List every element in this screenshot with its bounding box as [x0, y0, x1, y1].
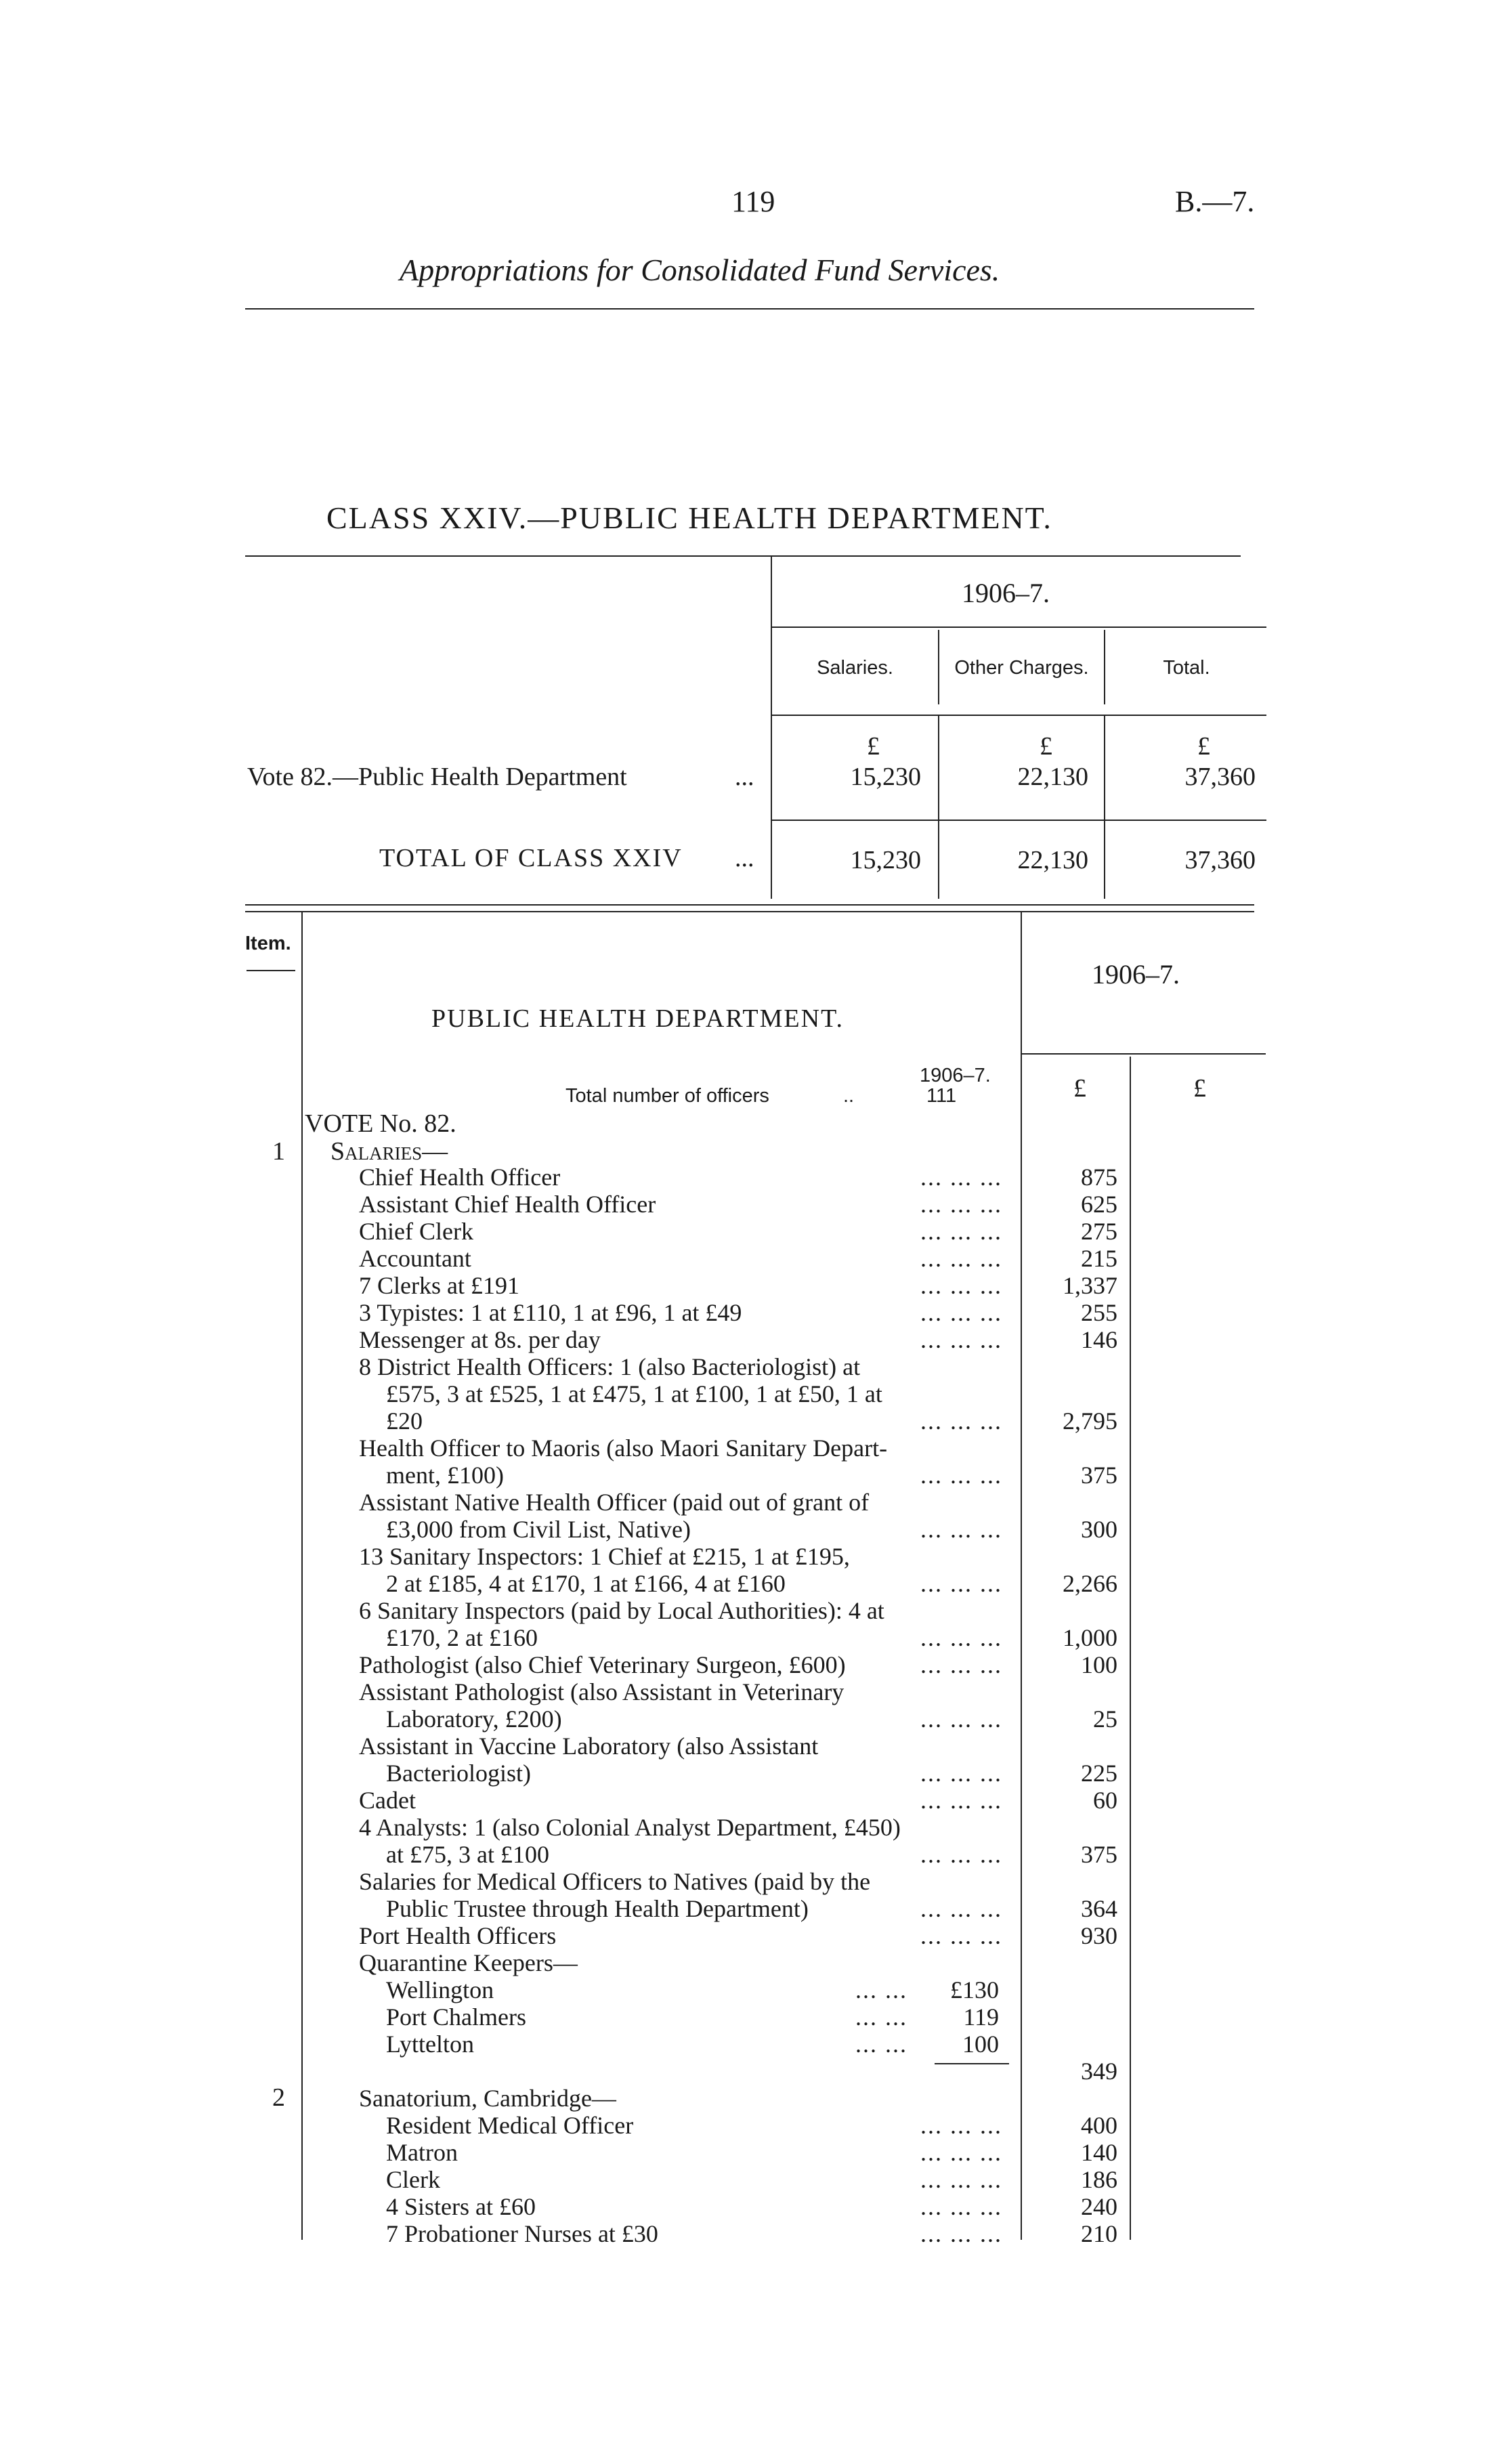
detail-line: [359, 1380, 1009, 1407]
detail-amount: [1029, 1489, 1117, 1516]
detail-line-text: Assistant in Vaccine Laboratory (also Assistant: [359, 1733, 819, 1760]
detail-line-text: Assistant Native Health Officer (paid out of grant of: [359, 1489, 870, 1516]
total-salaries: 15,230: [850, 846, 921, 874]
summary-header-rule: [772, 715, 1266, 716]
detail-amount: [1029, 2139, 1117, 2166]
vote-total: 37,360: [1184, 763, 1256, 791]
page-subtitle: Appropriations for Consolidated Fund Services.: [400, 253, 1000, 287]
detail-amount: [1029, 1787, 1117, 1814]
leader-dots: ... ... ...: [920, 1462, 1002, 1489]
vote-other-charges: 22,130: [1017, 763, 1088, 791]
item-column-header: Item.: [245, 933, 291, 954]
detail-amount: [1029, 2003, 1117, 2031]
detail-line-text: 8 District Health Officers: 1 (also Bacteriologist) at: [359, 1353, 861, 1380]
detail-line: [359, 1543, 1009, 1570]
amount-value: 930: [1081, 1922, 1117, 1949]
amount-subcolumn-rule: [1130, 1057, 1131, 2240]
detail-line: [359, 1272, 1009, 1299]
currency-symbol: £: [1040, 732, 1052, 761]
leader-dots: ... ... ...: [920, 2139, 1002, 2166]
detail-line: [359, 1353, 1009, 1380]
amount-value: 60: [1093, 1787, 1117, 1814]
detail-amount: [1029, 2166, 1117, 2193]
detail-line-list: [359, 1164, 1009, 2247]
detail-line-text: Assistant Chief Health Officer: [359, 1191, 656, 1218]
detail-line-text: Matron: [386, 2139, 458, 2166]
detail-line: [359, 2166, 1009, 2193]
detail-line: [359, 2193, 1009, 2220]
detail-line-text: £170, 2 at £160: [386, 1624, 538, 1651]
detail-line: [359, 1651, 1009, 1678]
amount-value: 375: [1081, 1462, 1117, 1489]
detail-line-text: 7 Probationer Nurses at £30: [386, 2220, 658, 2247]
amount-value: 625: [1081, 1191, 1117, 1218]
detail-line: [359, 1841, 1009, 1868]
officers-count: 111: [926, 1085, 957, 1107]
detail-line: [359, 1299, 1009, 1326]
detail-amount: [1029, 1651, 1117, 1678]
summary-bottom-rule: [245, 904, 1254, 906]
amount-value: 275: [1081, 1218, 1117, 1245]
detail-amount: [1029, 1841, 1117, 1868]
amount-value: 875: [1081, 1164, 1117, 1191]
detail-line-text: Laboratory, £200): [386, 1705, 562, 1733]
currency-symbol: £: [1193, 1074, 1206, 1103]
detail-line: [359, 1326, 1009, 1353]
detail-line: [359, 1922, 1009, 1949]
summary-top-rule: [245, 555, 1241, 557]
detail-line: [359, 2003, 1009, 2031]
detail-line-text: 3 Typistes: 1 at £110, 1 at £96, 1 at £49: [359, 1299, 742, 1326]
amount-value: 210: [1081, 2220, 1117, 2247]
detail-line-text: Chief Health Officer: [359, 1164, 561, 1191]
summary-total-rule: [772, 820, 1266, 821]
amount-value: 186: [1081, 2166, 1117, 2193]
class-total-label: TOTAL OF CLASS XXIV: [379, 844, 683, 872]
leader-dots: ... ... ...: [920, 1407, 1002, 1435]
leader-dots: ... ... ...: [920, 1191, 1002, 1218]
detail-line-text: 13 Sanitary Inspectors: 1 Chief at £215, 1 at £195,: [359, 1543, 850, 1570]
detail-line-text: 6 Sanitary Inspectors (paid by Local Authorities): 4 at: [359, 1597, 884, 1624]
leader-dots: ... ... ...: [920, 1624, 1002, 1651]
detail-line: [359, 1597, 1009, 1624]
detail-line: [359, 1760, 1009, 1787]
leader-dots: ...: [735, 844, 754, 872]
currency-symbol: £: [1197, 732, 1210, 761]
summary-bottom-rule-double: [245, 911, 1254, 912]
leader-dots: ... ... ...: [920, 1787, 1002, 1814]
currency-symbol: £: [867, 732, 880, 761]
detail-line-text: Assistant Pathologist (also Assistant in Veterinary: [359, 1678, 845, 1705]
leader-dots: ... ... ...: [920, 2220, 1002, 2247]
leader-dots: ... ...: [855, 1976, 907, 2003]
detail-year: 1906–7.: [1092, 959, 1180, 990]
detail-line-text: at £75, 3 at £100: [386, 1841, 549, 1868]
detail-amount: [1029, 2085, 1117, 2112]
detail-line-text: £3,000 from Civil List, Native): [386, 1516, 691, 1543]
header-rule: [245, 308, 1254, 310]
detail-amount: [1029, 2058, 1117, 2085]
detail-amount: [1029, 1597, 1117, 1624]
leader-dots: ... ...: [855, 2031, 907, 2058]
leader-dots: ... ... ...: [920, 2166, 1002, 2193]
detail-line-text: Salaries for Medical Officers to Natives (paid by the: [359, 1868, 871, 1895]
leader-dots: ... ... ...: [920, 1326, 1002, 1353]
detail-line: [359, 1218, 1009, 1245]
detail-line: [359, 2112, 1009, 2139]
detail-amount: [1029, 1245, 1117, 1272]
detail-line: [359, 1705, 1009, 1733]
detail-amount: [1029, 1570, 1117, 1597]
officers-label: Total number of officers: [565, 1085, 769, 1107]
detail-line-text: Accountant: [359, 1245, 471, 1272]
detail-line-text: £575, 3 at £525, 1 at £475, 1 at £100, 1 at £50, 1 at: [386, 1380, 882, 1407]
detail-amount: [1029, 1922, 1117, 1949]
detail-line: [359, 1949, 1009, 1976]
amount-value: 100: [1081, 1651, 1117, 1678]
detail-amount: [1029, 1164, 1117, 1191]
detail-line: [359, 2139, 1009, 2166]
column-header-total: Total.: [1163, 657, 1210, 679]
leader-dots: ... ... ...: [920, 1245, 1002, 1272]
detail-amount: [1029, 1949, 1117, 1976]
item-number: 1: [272, 1137, 285, 1166]
detail-amount: [1029, 1543, 1117, 1570]
detail-amount: [1029, 1462, 1117, 1489]
detail-year-rule: [1022, 1053, 1266, 1055]
detail-amount: [1029, 1218, 1117, 1245]
detail-line: [359, 1868, 1009, 1895]
amount-value: 225: [1081, 1760, 1117, 1787]
officers-year: 1906–7.: [920, 1065, 991, 1086]
leader-dots: ... ... ...: [920, 1760, 1002, 1787]
detail-line: [359, 1895, 1009, 1922]
detail-amount: [1029, 1272, 1117, 1299]
detail-line-text: 7 Clerks at £191: [359, 1272, 519, 1299]
amount-value: 215: [1081, 1245, 1117, 1272]
detail-amount: [1029, 1435, 1117, 1462]
detail-line-text: Wellington: [386, 1976, 494, 2003]
detail-amount: [1029, 2220, 1117, 2247]
amount-value: 2,795: [1063, 1407, 1117, 1435]
detail-amount: [1029, 1814, 1117, 1841]
detail-line: [359, 2085, 1009, 2112]
detail-line: [359, 1814, 1009, 1841]
vote-salaries: 15,230: [850, 763, 921, 791]
leader-dots: ... ... ...: [920, 1164, 1002, 1191]
detail-line: [359, 1624, 1009, 1651]
detail-amount: [1029, 1760, 1117, 1787]
summary-year-rule: [772, 626, 1266, 628]
amount-value: 146: [1081, 1326, 1117, 1353]
detail-line-text: 4 Analysts: 1 (also Colonial Analyst Department, £450): [359, 1814, 901, 1841]
detail-amount: [1029, 2031, 1117, 2058]
total-total: 37,360: [1184, 846, 1256, 874]
detail-amount: [1029, 2193, 1117, 2220]
detail-amount: [1029, 1299, 1117, 1326]
amount-value: 1,337: [1063, 1272, 1117, 1299]
detail-amount: [1029, 1516, 1117, 1543]
document-reference: B.—7.: [1175, 185, 1255, 218]
leader-dots: ... ... ...: [920, 1922, 1002, 1949]
detail-amount: [1029, 1380, 1117, 1407]
amount-value: 25: [1093, 1705, 1117, 1733]
detail-line-text: Lyttelton: [386, 2031, 474, 2058]
detail-line: [359, 1787, 1009, 1814]
detail-line: [359, 1733, 1009, 1760]
vote-number: VOTE No. 82.: [305, 1109, 456, 1138]
leader-dots: ... ... ...: [920, 1895, 1002, 1922]
detail-line-text: Bacteriologist): [386, 1760, 531, 1787]
item-number: 2: [272, 2083, 285, 2112]
detail-amount: [1029, 1326, 1117, 1353]
detail-line: [359, 1489, 1009, 1516]
detail-line-text: Sanatorium, Cambridge—: [359, 2085, 616, 2112]
detail-line-text: 2 at £185, 4 at £170, 1 at £166, 4 at £160: [386, 1570, 786, 1597]
detail-line: [359, 1516, 1009, 1543]
detail-line-text: 4 Sisters at £60: [386, 2193, 536, 2220]
detail-line-text: Messenger at 8s. per day: [359, 1326, 601, 1353]
leader-dots: ... ...: [855, 2003, 907, 2031]
detail-line: [359, 2031, 1009, 2058]
department-title: PUBLIC HEALTH DEPARTMENT.: [431, 1004, 844, 1033]
sub-amount: 100: [962, 2031, 999, 2058]
detail-line-text: Port Chalmers: [386, 2003, 526, 2031]
detail-line-text: £20: [386, 1407, 423, 1435]
total-other-charges: 22,130: [1017, 846, 1088, 874]
detail-line: [359, 1191, 1009, 1218]
detail-amount: [1029, 1705, 1117, 1733]
detail-line-text: Pathologist (also Chief Veterinary Surgeon, £600): [359, 1651, 846, 1678]
amount-value: 1,000: [1063, 1624, 1117, 1651]
quarantine-subtotal-rule: [935, 2063, 1009, 2064]
detail-amount: [1029, 1868, 1117, 1895]
detail-amount: [1029, 1191, 1117, 1218]
leader-dots: ...: [735, 763, 754, 791]
leader-dots: ... ... ...: [920, 1516, 1002, 1543]
detail-line-text: Cadet: [359, 1787, 416, 1814]
vote-label: Vote 82.—Public Health Department: [247, 763, 627, 791]
detail-line: [359, 1245, 1009, 1272]
salaries-heading: Salaries—: [330, 1137, 448, 1166]
detail-line-text: Chief Clerk: [359, 1218, 473, 1245]
item-header-rule: [247, 970, 295, 971]
class-title: CLASS XXIV.—PUBLIC HEALTH DEPARTMENT.: [326, 501, 1052, 535]
detail-amount: [1029, 1976, 1117, 2003]
amount-value: 300: [1081, 1516, 1117, 1543]
detail-amount: [1029, 1407, 1117, 1435]
item-column-rule: [301, 912, 303, 2240]
detail-line-text: Public Trustee through Health Department): [386, 1895, 809, 1922]
detail-line: [359, 1570, 1009, 1597]
detail-line: [359, 1407, 1009, 1435]
detail-line: [359, 1462, 1009, 1489]
detail-line: [359, 1678, 1009, 1705]
detail-line-text: Health Officer to Maoris (also Maori Sanitary Depart-: [359, 1435, 888, 1462]
column-header-salaries: Salaries.: [817, 657, 893, 679]
detail-amount-list: [1029, 1164, 1117, 2247]
leader-dots: ... ... ...: [920, 2193, 1002, 2220]
detail-line: [359, 2220, 1009, 2247]
detail-amount: [1029, 1733, 1117, 1760]
amount-value: 364: [1081, 1895, 1117, 1922]
detail-line: [359, 1435, 1009, 1462]
currency-symbol: £: [1073, 1074, 1086, 1103]
column-header-other-charges: Other Charges.: [954, 657, 1089, 679]
detail-amount: [1029, 1353, 1117, 1380]
detail-line: [359, 1164, 1009, 1191]
detail-amount: [1029, 2112, 1117, 2139]
detail-line: [359, 2058, 1009, 2085]
amount-value: 140: [1081, 2139, 1117, 2166]
leader-dots: ..: [843, 1085, 855, 1107]
leader-dots: ... ... ...: [920, 1705, 1002, 1733]
detail-line-text: Clerk: [386, 2166, 440, 2193]
amount-column-rule: [1021, 912, 1022, 2240]
leader-dots: ... ... ...: [920, 1299, 1002, 1326]
sub-amount: £130: [950, 1976, 999, 2003]
detail-line-text: ment, £100): [386, 1462, 504, 1489]
detail-line-text: Resident Medical Officer: [386, 2112, 634, 2139]
amount-value: 375: [1081, 1841, 1117, 1868]
detail-line: [359, 1976, 1009, 2003]
page-number: 119: [731, 185, 775, 218]
sub-amount: 119: [963, 2003, 999, 2031]
detail-line-text: Quarantine Keepers—: [359, 1949, 578, 1976]
amount-value: 240: [1081, 2193, 1117, 2220]
summary-year: 1906–7.: [962, 578, 1050, 608]
leader-dots: ... ... ...: [920, 1272, 1002, 1299]
detail-amount: [1029, 1624, 1117, 1651]
leader-dots: ... ... ...: [920, 1841, 1002, 1868]
amount-value: 349: [1081, 2058, 1117, 2085]
detail-line-text: Port Health Officers: [359, 1922, 557, 1949]
leader-dots: ... ... ...: [920, 1651, 1002, 1678]
leader-dots: ... ... ...: [920, 1570, 1002, 1597]
amount-value: 400: [1081, 2112, 1117, 2139]
amount-value: 2,266: [1063, 1570, 1117, 1597]
detail-amount: [1029, 1895, 1117, 1922]
leader-dots: ... ... ...: [920, 2112, 1002, 2139]
detail-amount: [1029, 1678, 1117, 1705]
leader-dots: ... ... ...: [920, 1218, 1002, 1245]
amount-value: 255: [1081, 1299, 1117, 1326]
